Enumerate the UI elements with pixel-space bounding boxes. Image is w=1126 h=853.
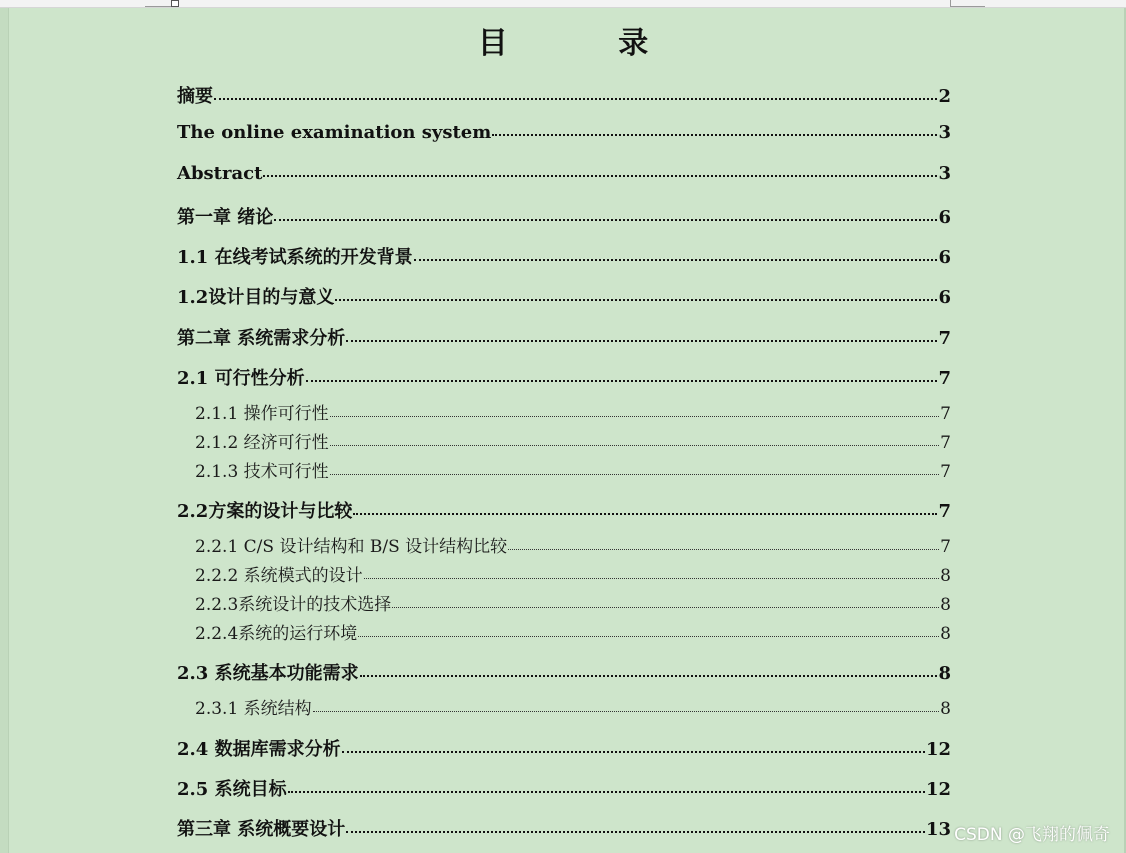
toc-entry[interactable] <box>177 815 951 841</box>
toc-entry[interactable] <box>195 694 951 719</box>
toc-entry-page: 13 <box>925 819 951 840</box>
toc-entry-page: 12 <box>925 779 951 800</box>
toc-entry[interactable] <box>177 243 951 269</box>
toc-entry-label: 2.2.3系统设计的技术选择 <box>195 595 392 615</box>
toc-entry-page: 7 <box>938 368 951 389</box>
toc-leader <box>313 710 940 712</box>
text-cursor-marker <box>171 0 179 7</box>
toc-entry-label: Abstract <box>177 163 263 184</box>
toc-entry-label: 1.1 在线考试系统的开发背景 <box>177 247 413 268</box>
toc-entry[interactable] <box>177 735 951 761</box>
toc-leader <box>214 96 937 100</box>
toc-entry-label: 2.2.1 C/S 设计结构和 B/S 设计结构比较 <box>195 537 508 557</box>
page-left-edge <box>0 8 9 853</box>
toc-entry-label: 1.2设计目的与意义 <box>177 287 335 308</box>
toc-leader <box>342 749 925 753</box>
toc-leader <box>306 378 938 382</box>
toc-entry-page: 7 <box>940 462 951 482</box>
toc-entry[interactable] <box>195 532 951 557</box>
toc-entry-page: 6 <box>938 287 951 308</box>
toc-entry-page: 3 <box>938 122 951 143</box>
toc-entry-label: 2.2.2 系统模式的设计 <box>195 566 363 586</box>
toc-entry-page: 12 <box>925 739 951 760</box>
page-title: 目 录 <box>477 26 699 61</box>
margin-mark-right <box>950 0 985 7</box>
toc-entry-label: 2.1 可行性分析 <box>177 368 305 389</box>
toc-entry-page: 6 <box>938 207 951 228</box>
toc-entry[interactable] <box>177 497 951 523</box>
toc-entry-page: 8 <box>938 663 951 684</box>
toc-entry-label: 2.1.1 操作可行性 <box>195 404 329 424</box>
toc-leader <box>330 415 940 417</box>
toc-entry-label: 2.3.1 系统结构 <box>195 699 312 719</box>
toc-entry-label: 2.5 系统目标 <box>177 779 287 800</box>
toc-entry[interactable] <box>195 399 951 424</box>
toc-entry[interactable] <box>195 561 951 586</box>
toc-leader <box>346 829 925 833</box>
toc-entry-label: 2.4 数据库需求分析 <box>177 739 341 760</box>
toc-entry-page: 8 <box>940 595 951 615</box>
toc-entry-label: 2.3 系统基本功能需求 <box>177 663 359 684</box>
toc-entry-page: 8 <box>940 566 951 586</box>
toc-entry[interactable] <box>177 203 951 229</box>
toc-entry-label: 2.2方案的设计与比较 <box>177 501 353 522</box>
toc-entry-page: 7 <box>938 328 951 349</box>
toc-entry-page: 7 <box>940 404 951 424</box>
toc-entry[interactable] <box>177 163 951 184</box>
toc-entry-label: 2.1.3 技术可行性 <box>195 462 329 482</box>
toc-entry[interactable] <box>195 619 951 644</box>
toc-entry[interactable] <box>177 775 951 801</box>
toc-entry-label: 第二章 系统需求分析 <box>177 328 346 349</box>
toc-leader <box>358 635 939 637</box>
toc-entry[interactable] <box>177 283 951 309</box>
toc-entry[interactable] <box>177 122 951 143</box>
toc-leader <box>288 789 925 793</box>
toc-leader <box>392 606 939 608</box>
toc-leader <box>508 548 939 550</box>
toc-leader <box>360 673 938 677</box>
toc-entry-page: 2 <box>938 86 951 107</box>
toc-entry-label: 摘要 <box>177 86 213 107</box>
toc-entry-label: The online examination system <box>177 122 492 143</box>
toc-entry-page: 8 <box>940 624 951 644</box>
toc-entry[interactable] <box>195 457 951 482</box>
toc-leader <box>353 511 937 515</box>
toc-entry[interactable] <box>177 364 951 390</box>
toc-entry-page: 7 <box>938 501 951 522</box>
toc-entry-page: 6 <box>938 247 951 268</box>
toc-leader <box>364 577 940 579</box>
watermark: CSDN @飞翔的佩奇 <box>954 825 1110 845</box>
toc-entry-page: 7 <box>940 537 951 557</box>
toc-leader <box>263 173 937 177</box>
toc-entry-page: 3 <box>938 163 951 184</box>
toc-leader <box>492 132 937 136</box>
toc-leader <box>335 297 937 301</box>
toc-entry[interactable] <box>195 428 951 453</box>
toc-entry-label: 第一章 绪论 <box>177 207 274 228</box>
toc-entry-label: 2.2.4系统的运行环境 <box>195 624 358 644</box>
toc-leader <box>346 338 937 342</box>
toc-entry[interactable] <box>177 324 951 350</box>
toc-entry-page: 8 <box>940 699 951 719</box>
toc-leader <box>330 473 940 475</box>
toc-entry-label: 第三章 系统概要设计 <box>177 819 346 840</box>
toc-leader <box>274 217 937 221</box>
toc-entry[interactable] <box>177 82 951 108</box>
toc-entry[interactable] <box>177 659 951 685</box>
toc-leader <box>414 257 938 261</box>
toc-entry[interactable] <box>195 590 951 615</box>
toc-entry-page: 7 <box>940 433 951 453</box>
toc-leader <box>330 444 940 446</box>
toc-entry-label: 2.1.2 经济可行性 <box>195 433 329 453</box>
